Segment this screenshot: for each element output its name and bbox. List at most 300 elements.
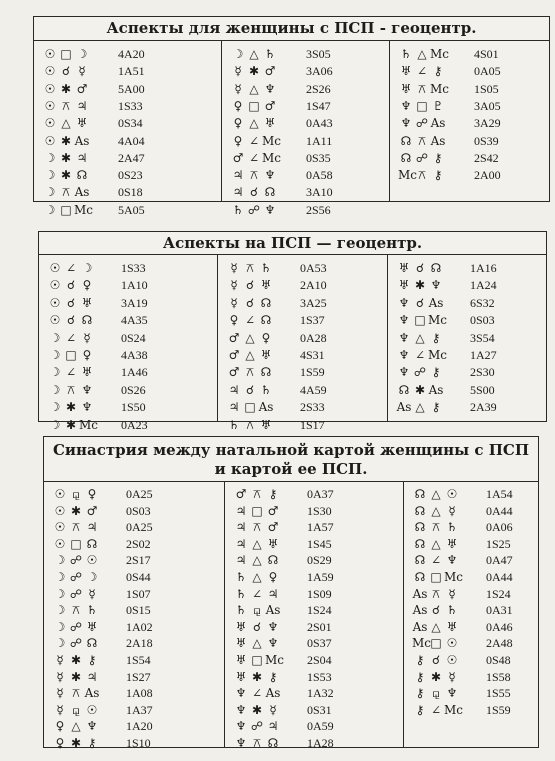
- planet-b-glyph: ♆: [264, 168, 276, 183]
- planet-a-glyph: ☿: [234, 81, 242, 96]
- planet-b-glyph: ☊: [81, 313, 93, 328]
- aspect-glyph: ☌: [66, 278, 76, 293]
- planet-b-glyph: ☉: [446, 487, 458, 501]
- orb-value: 0S03: [470, 313, 495, 328]
- orb-value: 1S24: [486, 586, 511, 601]
- aspect-row: [52, 685, 220, 702]
- aspect-glyph: ☌: [249, 185, 259, 200]
- planet-a-glyph: ♃: [235, 520, 247, 535]
- planet-a-glyph: ☊: [414, 503, 426, 518]
- aspect-row: [226, 277, 383, 294]
- planet-a-glyph: ☽: [44, 168, 56, 183]
- planet-a-glyph: ☽: [54, 603, 66, 618]
- aspect-glyph: ⚻: [72, 603, 80, 618]
- aspect-glyph: ∠: [251, 586, 263, 601]
- planet-b-glyph: ♃: [267, 719, 279, 734]
- planet-b-glyph: Mc: [430, 47, 450, 61]
- planet-a-glyph: ☉: [54, 503, 66, 518]
- aspect-row: [47, 312, 213, 329]
- planet-a-glyph: ♀: [229, 313, 239, 328]
- aspect-glyph: ☍: [415, 116, 429, 131]
- planet-a-glyph: ♃: [232, 185, 244, 200]
- planet-a-glyph: ☊: [398, 382, 410, 397]
- aspect-glyph: □: [65, 348, 77, 362]
- aspect-glyph: ⚼: [252, 603, 262, 618]
- aspect-row: [233, 635, 399, 652]
- planet-b-glyph: As: [430, 116, 446, 131]
- orb-value: 4S01: [474, 47, 499, 61]
- planet-a-glyph: ☊: [414, 520, 426, 535]
- aspect-row: [233, 718, 399, 735]
- column-2: [217, 255, 387, 432]
- orb-value: 0S39: [474, 133, 499, 148]
- planet-b-glyph: ♃: [86, 520, 98, 535]
- orb-value: 5A00: [118, 81, 145, 96]
- orb-value: 0A25: [126, 487, 153, 501]
- planet-a-glyph: ☉: [49, 313, 61, 328]
- orb-value: 1A59: [307, 570, 334, 584]
- orb-value: 2A10: [300, 278, 327, 293]
- orb-value: 2S04: [307, 653, 332, 667]
- aspect-row: [396, 295, 542, 312]
- aspect-row: [396, 260, 542, 277]
- orb-value: 2S56: [306, 202, 331, 217]
- aspect-glyph: ⚻: [246, 417, 254, 432]
- aspect-row: [42, 133, 217, 150]
- aspect-row: [42, 202, 217, 219]
- aspect-glyph: ☌: [431, 653, 441, 667]
- column-3: [389, 41, 549, 201]
- orb-value: 0A25: [126, 520, 153, 535]
- orb-value: 1A37: [126, 702, 153, 717]
- planet-a-glyph: ☽: [54, 570, 66, 584]
- aspect-glyph: ☍: [69, 586, 83, 601]
- orb-value: 0A31: [486, 603, 513, 618]
- orb-value: 1S30: [307, 503, 332, 518]
- aspect-row: [47, 347, 213, 364]
- aspect-glyph: △: [71, 719, 81, 734]
- orb-value: 2S01: [307, 619, 332, 634]
- planet-b-glyph: Mc: [265, 653, 285, 667]
- aspect-glyph: ☌: [66, 313, 76, 328]
- aspect-row: [226, 330, 383, 347]
- orb-value: 1A10: [121, 278, 148, 293]
- aspect-glyph: □: [430, 570, 442, 584]
- orb-value: 1A24: [470, 278, 497, 293]
- aspect-glyph: ⚼: [71, 487, 81, 501]
- aspect-glyph: ⚼: [431, 686, 441, 701]
- aspect-glyph: △: [252, 570, 262, 584]
- planet-a-glyph: ☽: [54, 586, 66, 601]
- aspect-row: [42, 46, 217, 63]
- column-1: [34, 41, 221, 217]
- planet-b-glyph: ☊: [86, 536, 98, 551]
- planet-b-glyph: ♀: [268, 570, 278, 584]
- aspect-row: [52, 652, 220, 669]
- planet-a-glyph: ♅: [400, 64, 412, 79]
- planet-b-glyph: ♅: [86, 619, 98, 634]
- aspect-row: [226, 382, 383, 399]
- aspect-row: [52, 536, 220, 553]
- aspect-row: [226, 347, 383, 364]
- orb-value: 5S00: [470, 382, 495, 397]
- aspect-row: [396, 277, 542, 294]
- aspect-glyph: ⚻: [418, 133, 426, 148]
- aspect-row: [52, 635, 220, 652]
- aspect-glyph: ☌: [61, 64, 71, 79]
- aspect-glyph: △: [61, 116, 71, 131]
- planet-a-glyph: ♃: [235, 536, 247, 551]
- aspect-glyph: ⚻: [418, 168, 426, 183]
- aspect-glyph: ☍: [69, 619, 83, 634]
- column-1: [44, 482, 224, 750]
- planet-a-glyph: ☉: [44, 98, 56, 113]
- planet-b-glyph: Mc: [428, 348, 448, 362]
- planet-a-glyph: ☊: [400, 133, 412, 148]
- aspect-glyph: ∠: [244, 313, 256, 328]
- aspect-glyph: ☌: [245, 295, 255, 310]
- aspect-row: [412, 569, 534, 586]
- orb-value: 1S33: [121, 261, 146, 275]
- planet-b-glyph: As: [265, 686, 281, 701]
- aspect-row: [412, 586, 534, 603]
- orb-value: 4A20: [118, 47, 145, 61]
- orb-value: 1A27: [470, 348, 497, 362]
- column-3: [387, 255, 546, 421]
- planet-b-glyph: ☿: [83, 330, 91, 345]
- aspect-row: [396, 330, 542, 347]
- planet-a-glyph: ☊: [414, 570, 426, 584]
- planet-b-glyph: ☊: [260, 365, 272, 380]
- planet-a-glyph: ♃: [232, 168, 244, 183]
- orb-value: 1S10: [126, 736, 151, 750]
- orb-value: 0S34: [118, 116, 143, 131]
- aspect-glyph: ⚻: [72, 520, 80, 535]
- aspect-glyph: ⚼: [71, 702, 81, 717]
- planet-a-glyph: ♆: [235, 736, 247, 750]
- aspect-row: [398, 133, 545, 150]
- planet-a-glyph: ☽: [49, 348, 61, 362]
- aspect-row: [233, 519, 399, 536]
- aspect-row: [47, 277, 213, 294]
- orb-value: 4A04: [118, 133, 145, 148]
- orb-value: 0S18: [118, 185, 143, 200]
- orb-value: 1S54: [126, 653, 151, 667]
- planet-a-glyph: ☉: [44, 81, 56, 96]
- planet-b-glyph: Mc: [444, 570, 464, 584]
- planet-b-glyph: ☉: [446, 636, 458, 651]
- aspect-glyph: □: [416, 98, 428, 113]
- orb-value: 1A51: [118, 64, 145, 79]
- aspect-row: [230, 133, 385, 150]
- planet-b-glyph: ♅: [267, 536, 279, 551]
- planet-a-glyph: ☿: [230, 295, 238, 310]
- planet-b-glyph: Mc: [79, 417, 99, 432]
- aspect-row: [412, 619, 534, 636]
- aspect-row: [230, 46, 385, 63]
- aspect-row: [398, 150, 545, 167]
- orb-value: 0A23: [121, 417, 148, 432]
- aspect-glyph: ✱: [60, 133, 72, 148]
- aspect-row: [233, 652, 399, 669]
- orb-value: 1S59: [300, 365, 325, 380]
- aspect-glyph: ☌: [415, 295, 425, 310]
- planet-a-glyph: ☽: [49, 400, 61, 415]
- planet-a-glyph: ♄: [400, 47, 412, 61]
- aspect-glyph: ☌: [415, 261, 425, 275]
- planet-b-glyph: ☉: [86, 702, 98, 717]
- planet-b-glyph: ⚷: [433, 150, 443, 165]
- aspect-glyph: □: [430, 636, 442, 651]
- orb-value: 1A08: [126, 686, 153, 701]
- aspect-row: [52, 602, 220, 619]
- aspect-row: [230, 167, 385, 184]
- aspect-glyph: ∠: [65, 330, 77, 345]
- planet-a-glyph: ♀: [55, 719, 65, 734]
- planet-b-glyph: ⚷: [431, 400, 441, 415]
- aspect-glyph: ⚻: [432, 586, 440, 601]
- aspect-row: [226, 399, 383, 416]
- aspect-row: [412, 536, 534, 553]
- planet-b-glyph: Mc: [444, 702, 464, 717]
- planet-b-glyph: ⚷: [268, 669, 278, 684]
- aspect-row: [233, 536, 399, 553]
- aspect-glyph: ☍: [413, 365, 427, 380]
- column-2: [221, 41, 389, 217]
- planet-a-glyph: ♀: [233, 98, 243, 113]
- planet-b-glyph: ☿: [269, 702, 277, 717]
- aspect-row: [42, 184, 217, 201]
- orb-value: 0S35: [306, 150, 331, 165]
- orb-value: 1S47: [306, 98, 331, 113]
- orb-value: 0S29: [307, 553, 332, 568]
- planet-a-glyph: ♂: [235, 487, 247, 501]
- planet-a-glyph: ♂: [228, 330, 240, 345]
- planet-a-glyph: ☽: [232, 47, 244, 61]
- aspect-row: [52, 552, 220, 569]
- orb-value: 1S59: [486, 702, 511, 717]
- planet-a-glyph: ☉: [49, 261, 61, 275]
- aspect-row: [52, 503, 220, 520]
- aspect-glyph: △: [245, 330, 255, 345]
- planet-b-glyph: ♄: [86, 603, 98, 618]
- orb-value: 2A18: [126, 636, 153, 651]
- planet-a-glyph: ☽: [44, 185, 56, 200]
- orb-value: 0S48: [486, 653, 511, 667]
- planet-a-glyph: ♅: [398, 278, 410, 293]
- planet-b-glyph: Mc: [262, 133, 282, 148]
- orb-value: 0A06: [486, 520, 513, 535]
- orb-value: 2A47: [118, 150, 145, 165]
- planet-b-glyph: ♅: [264, 116, 276, 131]
- aspect-glyph: □: [414, 313, 426, 328]
- planet-a-glyph: ♅: [235, 619, 247, 634]
- planet-b-glyph: ☊: [264, 185, 276, 200]
- orb-value: 0A43: [306, 116, 333, 131]
- orb-value: 2S33: [300, 400, 325, 415]
- planet-a-glyph: ♄: [235, 570, 247, 584]
- planet-a-glyph: As: [412, 619, 428, 634]
- aspect-row: [233, 702, 399, 719]
- orb-value: 1A20: [126, 719, 153, 734]
- orb-value: 1S17: [300, 417, 325, 432]
- aspect-row: [233, 503, 399, 520]
- aspect-row: [396, 399, 542, 416]
- orb-value: 0A37: [307, 487, 334, 501]
- aspect-row: [52, 735, 220, 752]
- planet-a-glyph: ⚷: [415, 653, 425, 667]
- aspect-row: [42, 63, 217, 80]
- aspect-row: [412, 486, 534, 503]
- planet-b-glyph: ☿: [448, 586, 456, 601]
- planet-b-glyph: Mc: [262, 150, 282, 165]
- aspect-row: [42, 150, 217, 167]
- aspect-row: [47, 399, 213, 416]
- orb-value: 1S53: [307, 669, 332, 684]
- aspect-row: [412, 635, 534, 652]
- aspect-row: [52, 669, 220, 686]
- aspect-glyph: △: [431, 536, 441, 551]
- planet-b-glyph: As: [258, 400, 274, 415]
- orb-value: 0S31: [307, 702, 332, 717]
- orb-value: 0S37: [307, 636, 332, 651]
- planet-b-glyph: ♃: [76, 98, 88, 113]
- planet-a-glyph: ☽: [54, 619, 66, 634]
- planet-b-glyph: ☊: [430, 261, 442, 275]
- aspect-glyph: ∠: [65, 261, 77, 275]
- planet-a-glyph: ☊: [400, 150, 412, 165]
- aspect-row: [52, 486, 220, 503]
- aspect-row: [233, 735, 399, 752]
- orb-value: 3A05: [474, 98, 501, 113]
- aspect-glyph: ☍: [247, 202, 261, 217]
- orb-value: 0S26: [121, 382, 146, 397]
- aspect-glyph: △: [431, 619, 441, 634]
- orb-value: 0A59: [307, 719, 334, 734]
- aspect-row: [52, 702, 220, 719]
- aspect-row: [52, 586, 220, 603]
- aspect-row: [412, 652, 534, 669]
- planet-a-glyph: ♅: [400, 81, 412, 96]
- planet-a-glyph: ☊: [414, 536, 426, 551]
- planet-a-glyph: ☉: [44, 133, 56, 148]
- aspect-glyph: △: [252, 553, 262, 568]
- column-3: [403, 482, 538, 747]
- aspect-glyph: △: [415, 330, 425, 345]
- planet-b-glyph: Mc: [428, 313, 448, 328]
- aspect-row: [226, 295, 383, 312]
- aspect-row: [230, 202, 385, 219]
- aspect-glyph: □: [70, 536, 82, 551]
- planet-b-glyph: ♆: [430, 278, 442, 293]
- aspect-row: [233, 586, 399, 603]
- planet-b-glyph: ♂: [86, 503, 98, 518]
- planet-a-glyph: ♃: [228, 400, 240, 415]
- orb-value: 1S50: [121, 400, 146, 415]
- aspect-row: [396, 364, 542, 381]
- aspect-row: [396, 312, 542, 329]
- planet-a-glyph: ♂: [232, 150, 244, 165]
- aspect-row: [52, 619, 220, 636]
- planet-b-glyph: ♀: [82, 278, 92, 293]
- aspect-row: [412, 702, 534, 719]
- planet-a-glyph: ♄: [235, 586, 247, 601]
- table-aspects-woman-geocenter: [33, 16, 550, 217]
- planet-b-glyph: ⚷: [87, 653, 97, 667]
- planet-a-glyph: ♃: [235, 553, 247, 568]
- orb-value: 4S31: [300, 348, 325, 362]
- planet-a-glyph: ♆: [235, 719, 247, 734]
- aspect-glyph: △: [249, 81, 259, 96]
- planet-b-glyph: ♃: [86, 669, 98, 684]
- planet-b-glyph: ♄: [446, 603, 458, 618]
- planet-b-glyph: ♅: [81, 365, 93, 380]
- aspect-glyph: ∠: [430, 702, 442, 717]
- aspect-row: [230, 98, 385, 115]
- planet-a-glyph: ☽: [49, 382, 61, 397]
- orb-value: 0A53: [300, 261, 327, 275]
- orb-value: 4A38: [121, 348, 148, 362]
- aspect-glyph: ∠: [414, 348, 426, 362]
- aspect-row: [233, 569, 399, 586]
- planet-b-glyph: ⚷: [433, 168, 443, 183]
- aspect-glyph: □: [244, 400, 256, 415]
- aspect-glyph: ⚻: [62, 185, 70, 200]
- planet-b-glyph: ♆: [264, 202, 276, 217]
- table-title: Аспекты для женщины с ПСП - геоцентр.: [34, 17, 549, 41]
- aspect-glyph: ✱: [251, 669, 263, 684]
- aspect-glyph: △: [431, 487, 441, 501]
- planet-a-glyph: ♄: [235, 603, 247, 618]
- aspect-glyph: ✱: [70, 736, 82, 750]
- aspect-glyph: ✱: [70, 503, 82, 518]
- planet-a-glyph: ♀: [233, 133, 243, 148]
- column-2: [224, 482, 403, 750]
- orb-value: 5A05: [118, 202, 145, 217]
- aspect-glyph: △: [252, 536, 262, 551]
- planet-a-glyph: ♅: [235, 653, 247, 667]
- orb-value: 1A46: [121, 365, 148, 380]
- aspect-glyph: ⚻: [250, 168, 258, 183]
- aspect-row: [398, 167, 545, 184]
- aspect-row: [226, 312, 383, 329]
- orb-value: 1S33: [118, 98, 143, 113]
- planet-b-glyph: ☉: [446, 653, 458, 667]
- planet-b-glyph: ♀: [261, 330, 271, 345]
- aspect-glyph: ✱: [60, 168, 72, 183]
- planet-a-glyph: ♂: [228, 348, 240, 362]
- orb-value: 3A10: [306, 185, 333, 200]
- planet-b-glyph: ♂: [264, 64, 276, 79]
- planet-a-glyph: ♆: [398, 348, 410, 362]
- planet-b-glyph: ☿: [448, 669, 456, 684]
- aspect-glyph: △: [249, 47, 259, 61]
- planet-a-glyph: ♄: [228, 417, 240, 432]
- planet-a-glyph: ☽: [54, 553, 66, 568]
- orb-value: 1A28: [307, 736, 334, 750]
- table-synastry: [43, 436, 539, 748]
- planet-b-glyph: ♅: [76, 116, 88, 131]
- orb-value: 1A02: [126, 619, 153, 634]
- planet-b-glyph: ♅: [260, 417, 272, 432]
- aspect-row: [398, 115, 545, 132]
- orb-value: 0A44: [486, 503, 513, 518]
- planet-a-glyph: ☿: [56, 653, 64, 667]
- planet-a-glyph: ☉: [54, 487, 66, 501]
- planet-b-glyph: ♆: [446, 553, 458, 568]
- planet-b-glyph: ☊: [267, 736, 279, 750]
- aspect-row: [396, 347, 542, 364]
